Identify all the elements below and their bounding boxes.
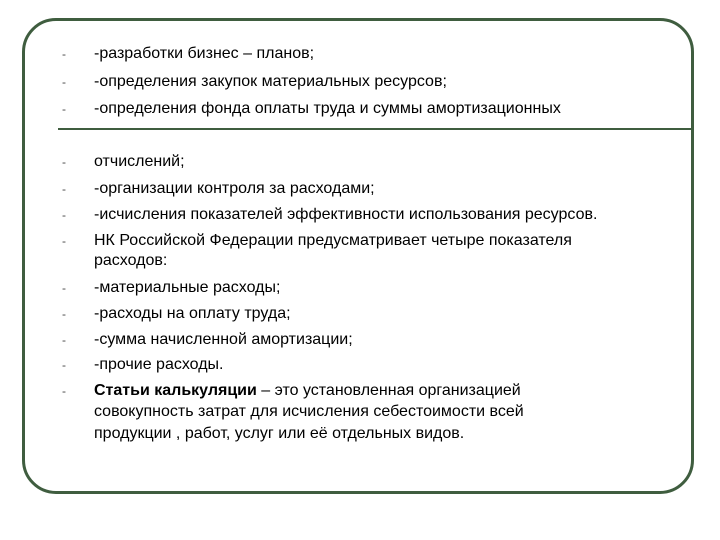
bullet-dash: - — [62, 182, 66, 196]
bullet-dash: - — [62, 155, 66, 169]
definition-term: Статьи калькуляции — [94, 382, 257, 399]
list-item-text: -определения фонда оплаты труда и суммы амортизационных — [94, 100, 561, 117]
list-item-text: -организации контроля за расходами; — [94, 180, 375, 197]
list-item-text: -прочие расходы. — [94, 356, 224, 373]
bullet-dash: - — [62, 358, 66, 372]
bullet-dash: - — [62, 281, 66, 295]
bullet-dash: - — [62, 307, 66, 321]
bullet-dash: - — [62, 384, 66, 398]
list-item-text: расходов: — [94, 252, 168, 269]
list-item-text: отчислений; — [94, 153, 185, 170]
definition-text: продукции , работ, услуг или её отдельных видов. — [94, 425, 465, 442]
list-item-text: НК Российской Федерации предусматривает четыре показателя — [94, 232, 572, 249]
definition-text: – это установленная организацией — [256, 382, 521, 399]
bullet-dash: - — [62, 102, 66, 116]
bullet-dash: - — [62, 75, 66, 89]
definition-text: совокупность затрат для исчисления себестоимости всей — [94, 403, 524, 420]
list-item-text: -исчисления показателей эффективности использования ресурсов. — [94, 206, 598, 223]
list-item-text: -расходы на оплату труда; — [94, 305, 291, 322]
bullet-dash: - — [62, 333, 66, 347]
bullet-dash: - — [62, 208, 66, 222]
list-item-text: -сумма начисленной амортизации; — [94, 331, 353, 348]
list-item-text: -материальные расходы; — [94, 279, 281, 296]
list-item-text: -определения закупок материальных ресурсов; — [94, 73, 447, 90]
definition-line — [94, 381, 674, 401]
bullet-dash: - — [62, 47, 66, 61]
bullet-dash: - — [62, 234, 66, 248]
list-item-text: -разработки бизнес – планов; — [94, 45, 315, 62]
